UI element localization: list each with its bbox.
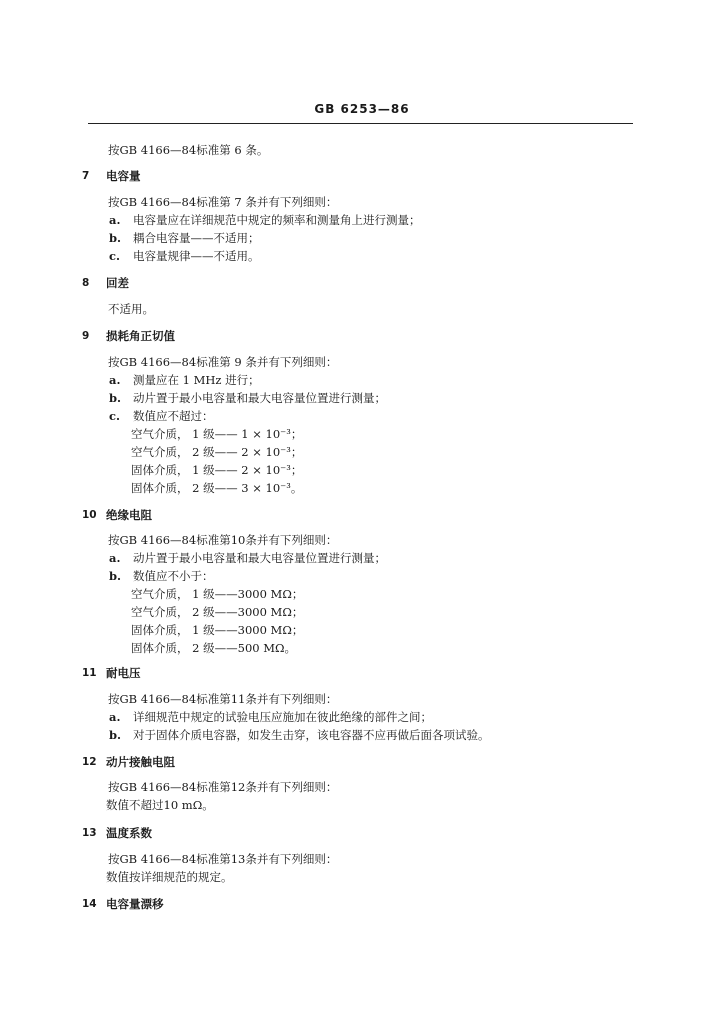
section-10-value-1: 空气介质， 1 级——3000 MΩ； [131, 587, 304, 601]
page-header-code: GB 6253—86 [314, 102, 410, 116]
section-9-item-a-text: 测量应在 1 MHz 进行； [133, 373, 260, 387]
section-10-value-2: 空气介质， 2 级——3000 MΩ； [131, 605, 304, 619]
header-rule [88, 123, 633, 124]
section-13-title: 温度系数 [106, 826, 152, 840]
section-7-number: 7 [82, 170, 90, 182]
section-11-item-a-text: 详细规范中规定的试验电压应施加在彼此绝缘的部件之间； [133, 710, 432, 724]
section-9-number: 9 [82, 330, 90, 342]
section-9-item-a-mark: a. [109, 373, 121, 387]
section-11-item-b-mark: b. [109, 728, 122, 742]
section-10-title: 绝缘电阻 [106, 508, 152, 522]
section-9-item-b-mark: b. [109, 391, 122, 405]
intro-paragraph: 按GB 4166—84标准第 6 条。 [108, 143, 269, 157]
section-10-item-a-text: 动片置于最小电容量和最大电容量位置进行测量； [133, 551, 386, 565]
section-7-item-a-text: 电容量应在详细规范中规定的频率和测量角上进行测量； [133, 213, 421, 227]
section-14-number: 14 [82, 898, 97, 910]
section-9-item-b-text: 动片置于最小电容量和最大电容量位置进行测量； [133, 391, 386, 405]
section-11-item-a-mark: a. [109, 710, 121, 724]
section-11-item-b-text: 对于固体介质电容器，如发生击穿，该电容器不应再做后面各项试验。 [133, 728, 490, 742]
section-9-item-c-mark: c. [109, 409, 121, 423]
section-13-paragraph-1: 按GB 4166—84标准第13条并有下列细则： [108, 852, 338, 866]
section-7-item-c-mark: c. [109, 249, 121, 263]
section-7-title: 电容量 [106, 169, 141, 183]
section-13-number: 13 [82, 827, 97, 839]
section-12-paragraph-2: 数值不超过10 mΩ。 [106, 798, 214, 812]
section-10-value-4: 固体介质， 2 级——500 MΩ。 [131, 641, 297, 655]
section-8-paragraph: 不适用。 [108, 302, 154, 316]
section-11-paragraph: 按GB 4166—84标准第11条并有下列细则： [108, 692, 338, 706]
section-14-title: 电容量漂移 [106, 897, 164, 911]
section-9-value-4: 固体介质， 2 级—— 3 × 10⁻³。 [131, 481, 303, 495]
section-9-paragraph: 按GB 4166—84标准第 9 条并有下列细则： [108, 355, 338, 369]
section-9-item-c-text: 数值应不超过： [133, 409, 214, 423]
section-9-title: 损耗角正切值 [106, 329, 175, 343]
section-12-title: 动片接触电阻 [106, 755, 175, 769]
section-10-paragraph: 按GB 4166—84标准第10条并有下列细则： [108, 533, 338, 547]
section-10-item-a-mark: a. [109, 551, 121, 565]
section-8-number: 8 [82, 277, 90, 289]
section-7-paragraph: 按GB 4166—84标准第 7 条并有下列细则： [108, 195, 338, 209]
section-9-value-2: 空气介质， 2 级—— 2 × 10⁻³； [131, 445, 303, 459]
section-10-number: 10 [82, 509, 97, 521]
section-7-item-c-text: 电容量规律——不适用。 [133, 249, 260, 263]
section-11-title: 耐电压 [106, 666, 141, 680]
section-13-paragraph-2: 数值按详细规范的规定。 [106, 870, 233, 884]
section-10-item-b-mark: b. [109, 569, 122, 583]
section-7-item-b-mark: b. [109, 231, 122, 245]
section-9-value-3: 固体介质， 1 级—— 2 × 10⁻³； [131, 463, 303, 477]
section-7-item-a-mark: a. [109, 213, 121, 227]
section-7-item-b-text: 耦合电容量——不适用； [133, 231, 260, 245]
section-10-value-3: 固体介质， 1 级——3000 MΩ； [131, 623, 304, 637]
section-8-title: 回差 [106, 276, 129, 290]
section-12-paragraph-1: 按GB 4166—84标准第12条并有下列细则： [108, 780, 338, 794]
section-12-number: 12 [82, 756, 97, 768]
section-9-value-1: 空气介质， 1 级—— 1 × 10⁻³； [131, 427, 303, 441]
section-10-item-b-text: 数值应不小于： [133, 569, 214, 583]
section-11-number: 11 [82, 667, 97, 679]
